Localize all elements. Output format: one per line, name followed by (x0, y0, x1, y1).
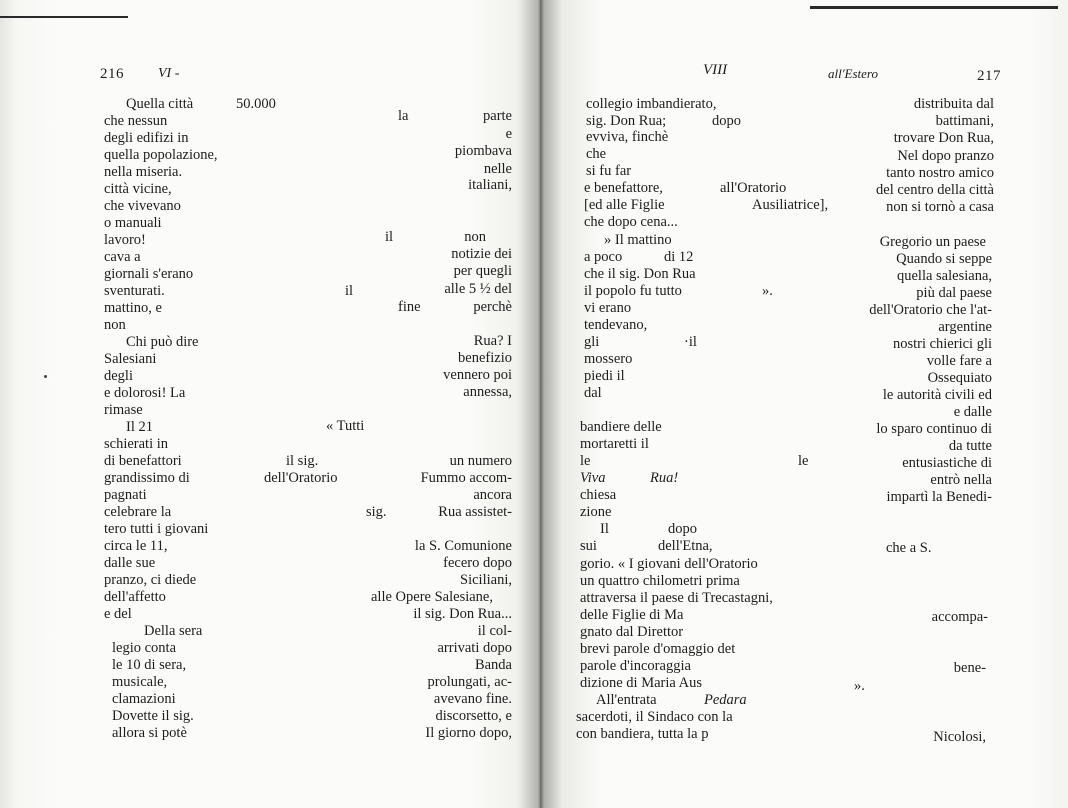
text-line: avevano fine. (433, 691, 512, 707)
text-line: le 10 di sera, (112, 657, 187, 673)
text-line: tendevano, (584, 317, 648, 333)
text-line: il popolo fu tutto (584, 283, 682, 299)
text-line: prolungati, ac- (427, 674, 512, 690)
text-line: gorio. « I giovani dell'Oratorio (580, 556, 758, 572)
text-line: quella salesiana, (896, 268, 992, 284)
text-line: nostri chierici gli (892, 336, 992, 352)
text-line: Gregorio un paese (879, 234, 986, 250)
book-gutter (520, 0, 560, 808)
text-line: Chi può dire (126, 334, 199, 350)
text-line: e benefattore, (584, 180, 663, 196)
text-line: giornali s'erano (104, 266, 194, 282)
text-line: annessa, (463, 384, 512, 400)
text-line: piedi il (584, 368, 625, 384)
page-number: 217 (977, 68, 1001, 84)
text-line: impartì la Benedi- (886, 489, 992, 505)
text-line: Nel dopo pranzo (897, 148, 994, 164)
right-page (540, 0, 1068, 808)
text-line: Il (600, 521, 609, 537)
text-line: lavoro! (104, 232, 146, 248)
text-line: All'entrata (596, 692, 657, 708)
text-line: dal (584, 385, 602, 401)
text-line: Quando si seppe (896, 251, 992, 267)
text-line: attraversa il paese di Trecastagni, (580, 590, 773, 606)
text-line: notizie dei (451, 246, 512, 262)
text-line: il col- (477, 623, 512, 639)
text-line: un numero (449, 453, 512, 469)
text-line: che a S. (886, 540, 932, 556)
text-line: zione (580, 504, 612, 520)
text-line: le (580, 453, 591, 469)
text-line: più dal paese (916, 285, 992, 301)
text-fragment: alle Opere Salesiane, (371, 589, 493, 605)
text-line: piombava (454, 143, 512, 159)
text-line: bandiere delle (580, 419, 662, 435)
text-line: vi erano (584, 300, 632, 316)
text-line: Rua assistet- (438, 504, 512, 520)
text-line: distribuita dal (913, 96, 994, 112)
text-line: musicale, (112, 674, 168, 690)
text-line: degli (104, 368, 133, 384)
text-line: nelle (483, 161, 512, 177)
text-fragment: le (798, 453, 809, 469)
text-line: clamazioni (112, 691, 176, 707)
text-line: con bandiera, tutta la p (576, 726, 709, 742)
text-fragment: all'Oratorio (720, 180, 787, 196)
text-line: lo sparo continuo di (876, 421, 992, 437)
text-fragment: dell'Etna, (658, 538, 713, 554)
text-line: discorsetto, e (435, 708, 512, 724)
text-line: per quegli (453, 263, 512, 279)
text-line: Il 21 (126, 419, 153, 435)
text-fragment: fine (398, 299, 421, 315)
text-line: sacerdoti, il Sindaco con la (576, 709, 733, 725)
text-line: evviva, finchè (586, 129, 669, 145)
text-line: benefizio (458, 350, 512, 366)
text-line: dalle sue (104, 555, 156, 571)
text-fragment: il (345, 283, 354, 299)
text-line: sui (580, 538, 597, 554)
text-line: mortaretti il (580, 436, 649, 452)
text-line: perchè (473, 299, 512, 315)
margin-mark (44, 375, 47, 378)
text-fragment: ». (762, 283, 773, 299)
text-line: Fummo accom- (420, 470, 512, 486)
text-line: parte (483, 108, 512, 124)
text-line: la S. Comunione (414, 538, 512, 554)
running-head: VI - (158, 66, 180, 81)
text-line: Quella città (126, 96, 194, 112)
text-line: non si tornò a casa (886, 199, 994, 215)
text-line: battimani, (935, 113, 994, 129)
text-line: tero tutti i giovani (104, 521, 209, 537)
text-line: sventurati. (104, 283, 165, 299)
text-line: gnato dal Direttor (580, 624, 684, 640)
text-line: dizione di Maria Aus (580, 675, 703, 691)
text-line: che (586, 146, 607, 162)
text-line: del centro della città (876, 182, 994, 198)
text-line: circa le 11, (104, 538, 168, 554)
text-line: che il sig. Don Rua (584, 266, 696, 282)
page-number: 216 (100, 66, 124, 82)
text-fragment: la (398, 108, 409, 124)
text-line: Rua? I (473, 333, 512, 349)
text-line: fecero dopo (443, 555, 512, 571)
text-line: Della sera (144, 623, 203, 639)
text-line: Salesiani (104, 351, 157, 367)
text-line: [ed alle Figlie (584, 197, 665, 213)
text-line: chiesa (580, 487, 617, 503)
text-line: che vivevano (104, 198, 181, 214)
text-fragment: 50.000 (236, 96, 276, 112)
text-line: volle fare a (926, 353, 992, 369)
text-line: accompa- (931, 609, 988, 625)
text-line: a poco (584, 249, 623, 265)
text-line: parole d'incoraggia (580, 658, 691, 674)
text-fragment: dopo (668, 521, 697, 537)
text-line: che dopo cena... (584, 214, 678, 230)
text-line: dell'affetto (104, 589, 166, 605)
text-line: arrivati dopo (437, 640, 512, 656)
text-line: di benefattori (104, 453, 182, 469)
text-line: un quattro chilometri prima (580, 573, 740, 589)
text-line: ». (854, 678, 865, 694)
text-line: Nicolosi, (933, 729, 986, 745)
text-line: entusiastiche di (902, 455, 992, 471)
text-line: gli (584, 334, 600, 350)
text-line: entrò nella (930, 472, 992, 488)
text-line: delle Figlie di Ma (580, 607, 684, 623)
text-fragment: Ausiliatrice], (752, 197, 829, 213)
text-line: Siciliani, (460, 572, 512, 588)
text-line: le autorità civili ed (882, 387, 992, 403)
text-fragment: sig. (366, 504, 387, 520)
text-line: quella popolazione, (104, 147, 218, 163)
text-line: non (104, 317, 126, 333)
text-line: Ossequiato (927, 370, 992, 386)
text-line: vennero poi (443, 367, 512, 383)
text-line: trovare Don Rua, (893, 130, 994, 146)
text-line: non (464, 229, 486, 245)
text-line: e dalle (953, 404, 992, 420)
text-line: celebrare la (104, 504, 172, 520)
text-line: tanto nostro amico (886, 165, 994, 181)
text-fragment: di 12 (664, 249, 694, 265)
text-fragment: Pedara (704, 692, 747, 708)
text-line: città vicine, (104, 181, 172, 197)
top-rule (810, 6, 1058, 9)
text-line: alle 5 ½ del (444, 281, 512, 297)
text-line: collegio imbandierato, (586, 96, 717, 112)
text-fragment: dell'Oratorio (264, 470, 338, 486)
text-line: o manuali (104, 215, 162, 231)
text-line: schierati in (104, 436, 169, 452)
text-line: si fu far (586, 163, 632, 179)
text-line: rimase (104, 402, 143, 418)
text-line: Banda (474, 657, 512, 673)
text-line: grandissimo di (104, 470, 190, 486)
text-line: pranzo, ci diede (104, 572, 197, 588)
text-fragment: Rua! (650, 470, 679, 486)
text-line: pagnati (104, 487, 147, 503)
text-line: che nessun (104, 113, 168, 129)
text-fragment: dopo (712, 113, 741, 129)
text-line: italiani, (468, 177, 512, 193)
text-line: argentine (938, 319, 992, 335)
text-fragment: il (385, 229, 394, 245)
text-line: ancora (473, 487, 512, 503)
text-line: e del (104, 606, 132, 622)
text-line: » Il mattino (604, 232, 672, 248)
text-line: brevi parole d'omaggio det (580, 641, 736, 657)
text-line: bene- (953, 660, 986, 676)
top-rule (0, 16, 128, 18)
text-line: e (505, 126, 512, 142)
text-line: legio conta (112, 640, 177, 656)
text-line: Dovette il sig. (112, 708, 194, 724)
running-head: VIII (703, 62, 728, 78)
text-fragment: ·il (684, 334, 697, 350)
text-line: da tutte (948, 438, 992, 454)
text-line: nella miseria. (104, 164, 183, 180)
text-line: mossero (584, 351, 633, 367)
running-head-title: all'Estero (828, 66, 878, 81)
text-line: sig. Don Rua; (586, 113, 667, 129)
text-fragment: il sig. (286, 453, 319, 469)
text-line: dell'Oratorio che l'at- (869, 302, 992, 318)
text-line: Viva (580, 470, 606, 486)
text-line: Il giorno dopo, (425, 725, 512, 741)
text-line: allora si potè (112, 725, 187, 741)
text-line: e dolorosi! La (104, 385, 186, 401)
text-line: degli edifizi in (104, 130, 189, 146)
text-line: mattino, e (104, 300, 162, 316)
text-line: cava a (104, 249, 141, 265)
text-fragment: « Tutti (326, 418, 365, 434)
text-line: il sig. Don Rua... (413, 606, 512, 622)
